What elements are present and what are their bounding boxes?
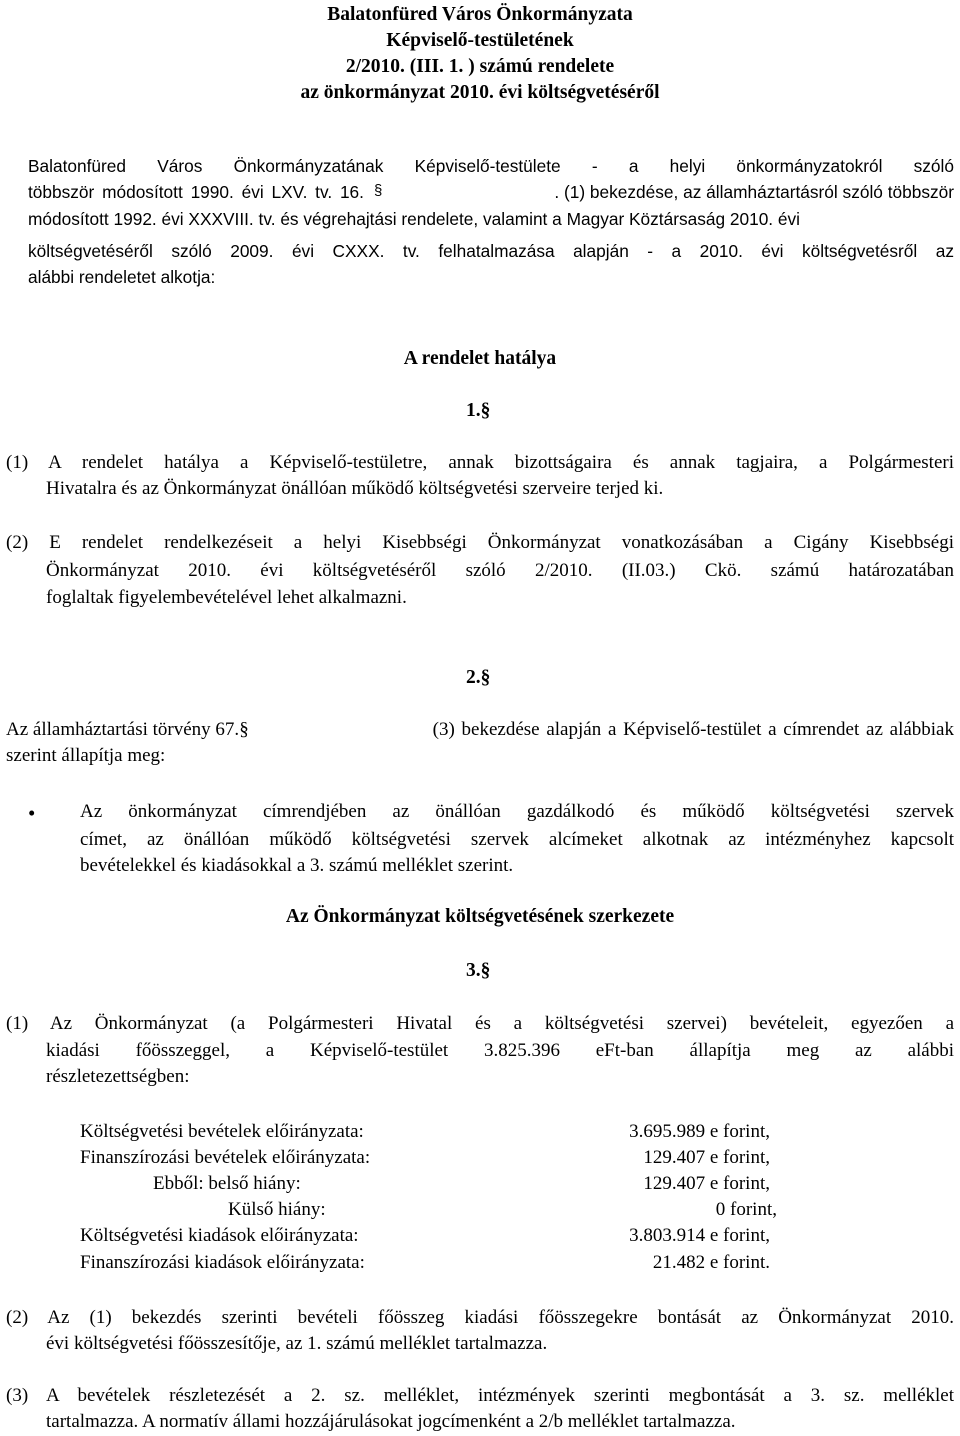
section-3-number [466, 960, 490, 982]
section-1-para-1-line-1: (1) A rendelet hatálya a Képviselő-testületre, annak bizottságaira és annak tagjaira, a Polgármesteri [6, 452, 954, 473]
section-3-para-2-line-2: évi költségvetési főösszesítője, az 1. számú melléklet tartalmazza. [46, 1333, 548, 1354]
section-2-bullet-line-2: címet, az önállóan működő költségvetési szervek alcímeket alkotnak az intézményhez kapcsolt [80, 829, 954, 850]
table-row-label: Külső hiány: [228, 1199, 326, 1220]
table-row-label: Költségvetési bevételek előirányzata: [80, 1121, 364, 1142]
section-3-para-1-line-1: (1) Az Önkormányzat (a Polgármesteri Hivatal és a költségvetési szervei) bevételeit, egyezően a [6, 1013, 954, 1034]
section-2-number [466, 667, 490, 689]
table-row-label: Finanszírozási bevételek előirányzata: [80, 1147, 371, 1168]
section-sign: § [239, 719, 249, 740]
section-2-line-2: szerint állapítja meg: [6, 745, 166, 766]
section-3-number-text: 3. [466, 960, 481, 981]
section-1-para-2-line-3: foglaltak figyelembevételével lehet alkalmazni. [46, 587, 407, 608]
table-row-value: 129.407 e forint, [643, 1173, 770, 1194]
preamble-line-5: alábbi rendeletet alkotja: [28, 267, 216, 287]
preamble-line-3a: módosított 1992. évi XXXVIII. tv. [28, 209, 276, 229]
section-2-bullet-line-3: bevételekkel és kiadásokkal a 3. számú melléklet szerint. [80, 855, 514, 876]
table-row-value: 0 forint, [715, 1199, 777, 1220]
section-2-line-1 [6, 719, 954, 741]
table-row-value: 129.407 e forint, [643, 1147, 770, 1168]
preamble-line-3 [28, 209, 954, 230]
section-3-para-2-line-1: (2) Az (1) bekezdés szerinti bevételi főösszeg kiadási főösszegekre bontását az Önkormányzat 2010. [6, 1307, 954, 1328]
section-2-line-1b: (3) bekezdése alapján a Képviselő-testület a címrendet az alábbiak [432, 719, 954, 740]
section-2-bullet-line-1: Az önkormányzat címrendjében az önállóan gazdálkodó és működő költségvetési szervek [80, 801, 954, 822]
section-2-line-1a-text: Az államháztartási törvény 67. [6, 719, 240, 740]
section-sign: § [480, 667, 491, 688]
section-2-number-text: 2. [466, 667, 481, 688]
section-3-heading: Az Önkormányzat költségvetésének szerkezete [285, 906, 675, 927]
title-line-1: Balatonfüred Város Önkormányzata [327, 4, 633, 25]
title-line-2: Képviselő-testületének [386, 30, 574, 51]
section-sign: § [480, 400, 491, 421]
preamble-line-3b: és végrehajtási rendelete, valamint a Magyar Köztársaság 2010. évi [280, 209, 800, 229]
preamble-line-1: Balatonfüred Város Önkormányzatának Képviselő-testülete - a helyi önkormányzatokról szóló [28, 156, 954, 176]
section-1-para-2-line-2: Önkormányzat 2010. évi költségvetéséről szóló 2/2010. (II.03.) Ckö. számú határozatában [46, 560, 954, 581]
section-1-number-text: 1. [466, 400, 481, 421]
document-title [0, 2, 960, 106]
section-1-para-1-line-2: Hivatalra és az Önkormányzat önállóan működő költségvetési szerveire terjed ki. [46, 478, 664, 499]
section-3-para-3-line-1: (3) A bevételek részletezését a 2. sz. melléklet, intézmények szerinti megbontását a 3. sz. melléklet [6, 1385, 954, 1406]
table-row-label: Finanszírozási kiadások előirányzata: [80, 1252, 365, 1273]
title-line-4: az önkormányzat 2010. évi költségvetéséről [300, 82, 660, 103]
section-sign-preamble-1: § [374, 182, 383, 199]
preamble-line-2b: . (1) bekezdése, az államháztartásról szóló többször [554, 182, 954, 202]
preamble-line-4: költségvetéséről szóló 2009. évi CXXX. tv. felhatalmazása alapján - a 2010. évi költségvetésről az [28, 241, 954, 261]
section-1-para-2-line-1: (2) E rendelet rendelkezéseit a helyi Kisebbségi Önkormányzat vonatkozásában a Cigány Kisebbségi [6, 532, 954, 553]
bullet-icon: • [28, 801, 36, 825]
preamble-line-2 [28, 182, 954, 203]
section-sign: § [480, 960, 491, 981]
section-2-line-1a [6, 719, 249, 741]
table-row-label: Költségvetési kiadások előirányzata: [80, 1225, 359, 1246]
section-1-number [466, 400, 490, 422]
section-3-para-3-line-2: tartalmazza. A normatív állami hozzájárulásokat jogcímenként a 2/b melléklet tartalmazza. [46, 1411, 736, 1432]
section-1-heading: A rendelet hatálya [403, 348, 557, 369]
table-row-label: Ebből: belső hiány: [153, 1173, 301, 1194]
table-row-value: 21.482 e forint. [652, 1252, 770, 1273]
section-3-para-1-line-2: kiadási főösszeggel, a Képviselő-testület 3.825.396 eFt-ban állapítja meg az alábbi [46, 1040, 954, 1061]
title-line-3: 2/2010. (III. 1. ) számú rendelete [345, 56, 615, 77]
table-row-value: 3.695.989 e forint, [629, 1121, 770, 1142]
preamble-line-2a: többször módosított 1990. évi LXV. tv. 16. [28, 182, 364, 202]
table-row-value: 3.803.914 e forint, [629, 1225, 770, 1246]
section-3-para-1-line-3: részletezettségben: [46, 1066, 190, 1087]
